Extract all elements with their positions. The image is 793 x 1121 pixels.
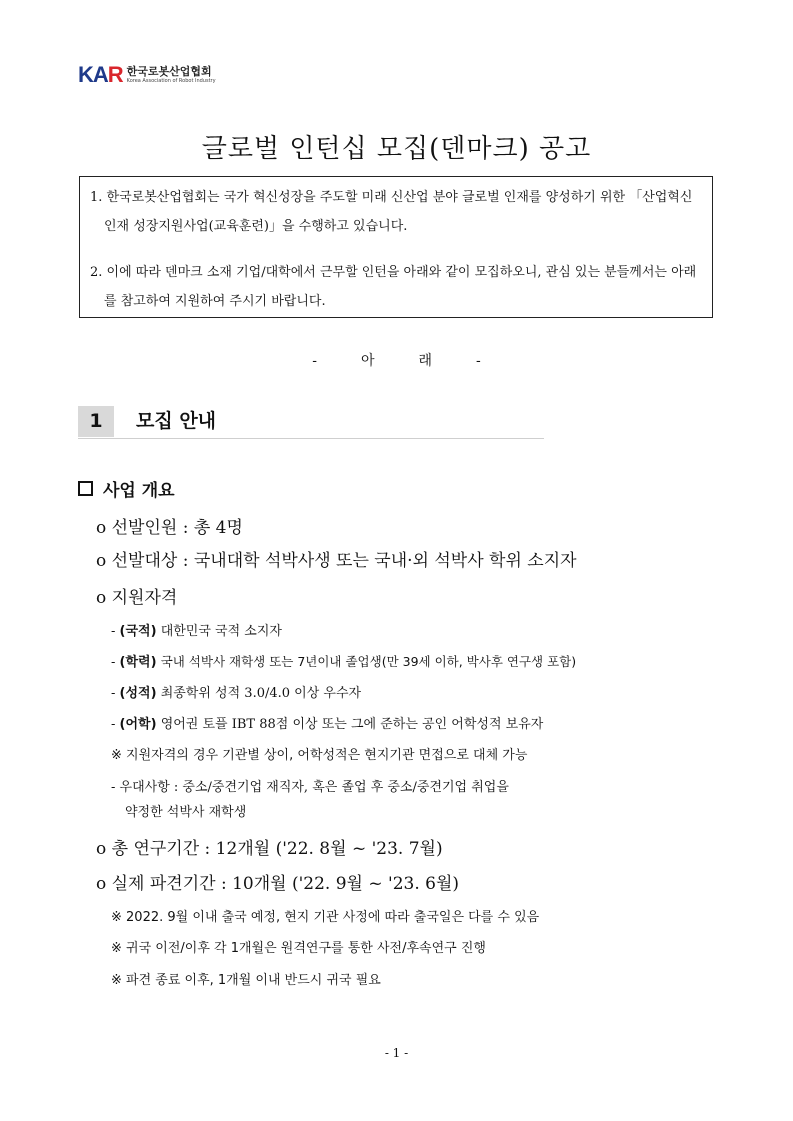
section-title: 모집 안내 <box>136 410 217 432</box>
text: 영어권 토플 IBT 88점 이상 또는 그에 준하는 공인 어학성적 보유자 <box>160 717 544 732</box>
logo-name-ko: 한국로봇산업협회 <box>126 65 212 78</box>
text: 최종학위 성적 3.0/4.0 이상 우수자 <box>160 686 362 701</box>
page-title: 글로벌 인턴십 모집(덴마크) 공고 <box>201 134 592 164</box>
dash: - <box>111 686 116 701</box>
text: 국내 석박사 재학생 또는 7년이내 졸업생(만 39세 이하, 박사후 연구생 포함) <box>160 654 577 669</box>
dash: - <box>111 624 116 639</box>
selection-target: o 선발대상 : 국내대학 석박사생 또는 국내·외 석박사 학위 소지자 <box>96 551 577 571</box>
note-1: ※ 2022. 9월 이내 출국 예정, 현지 기관 사정에 따라 출국일은 다를 수 있음 <box>111 910 540 925</box>
subsection-title: 사업 개요 <box>103 481 175 501</box>
dash: - <box>111 655 116 670</box>
note-3: ※ 파견 종료 이후, 1개월 이내 반드시 귀국 필요 <box>111 973 381 988</box>
label: (국적) <box>119 624 157 639</box>
logo-mark <box>78 62 123 88</box>
ara-char-2: 래 <box>418 353 433 369</box>
text: 대한민국 국적 소지자 <box>160 624 282 639</box>
notice-paragraph-1: 1. 한국로봇산업협회는 국가 혁신성장을 주도할 미래 신산업 분야 글로벌 인재를 양성하기 위한 「산업혁신인재 성장지원사업(교육훈련)」을 수행하고 있습니다. <box>90 190 693 234</box>
logo-mark-r: R <box>107 62 123 87</box>
ara-heading <box>0 350 793 370</box>
section-number: 1 <box>78 406 114 437</box>
label: (어학) <box>119 717 157 732</box>
notice-paragraph-2: 2. 이에 따라 덴마크 소재 기업/대학에서 근무할 인턴을 아래와 같이 모집하오니, 관심 있는 분들께서는 아래를 참고하여 지원하여 주시기 바랍니다. <box>90 265 697 309</box>
preference-line-2: 약정한 석박사 재학생 <box>125 805 247 820</box>
selection-count: o 선발인원 : 총 4명 <box>96 518 243 538</box>
subsection-heading <box>78 476 175 501</box>
ara-dash-left: - <box>312 353 317 369</box>
logo-mark-ka: KA <box>78 62 108 87</box>
ara-dash-right: - <box>476 353 481 369</box>
checkbox-square-icon <box>78 481 93 496</box>
note-2: ※ 귀국 이전/이후 각 1개월은 원격연구를 통한 사전/후속연구 진행 <box>111 941 486 956</box>
ara-char-1: 아 <box>360 353 375 369</box>
section-heading <box>78 406 544 439</box>
preference-line-1: - 우대사항 : 중소/중견기업 재직자, 혹은 졸업 후 중소/중견기업 취업을 <box>111 780 509 795</box>
qual-nationality <box>111 620 282 639</box>
qual-grade <box>111 682 361 701</box>
label: (성적) <box>119 686 157 701</box>
label: (학력) <box>119 655 157 670</box>
logo-name-en: Korea Association of Robot Industry <box>126 78 216 84</box>
dispatch-period: o 실제 파견기간 : 10개월 ('22. 9월 ~ '23. 6월) <box>96 874 460 894</box>
qual-language <box>111 713 543 732</box>
qualifications-heading: o 지원자격 <box>96 588 178 608</box>
notice-box <box>79 176 713 318</box>
qual-note: ※ 지원자격의 경우 기관별 상이, 어학성적은 현지기관 면접으로 대체 가능 <box>111 748 528 763</box>
dash: - <box>111 717 116 732</box>
qual-education <box>111 651 576 670</box>
research-period: o 총 연구기간 : 12개월 ('22. 8월 ~ '23. 7월) <box>96 839 443 859</box>
kar-logo <box>78 60 216 90</box>
page-number: - 1 - <box>384 1046 409 1060</box>
